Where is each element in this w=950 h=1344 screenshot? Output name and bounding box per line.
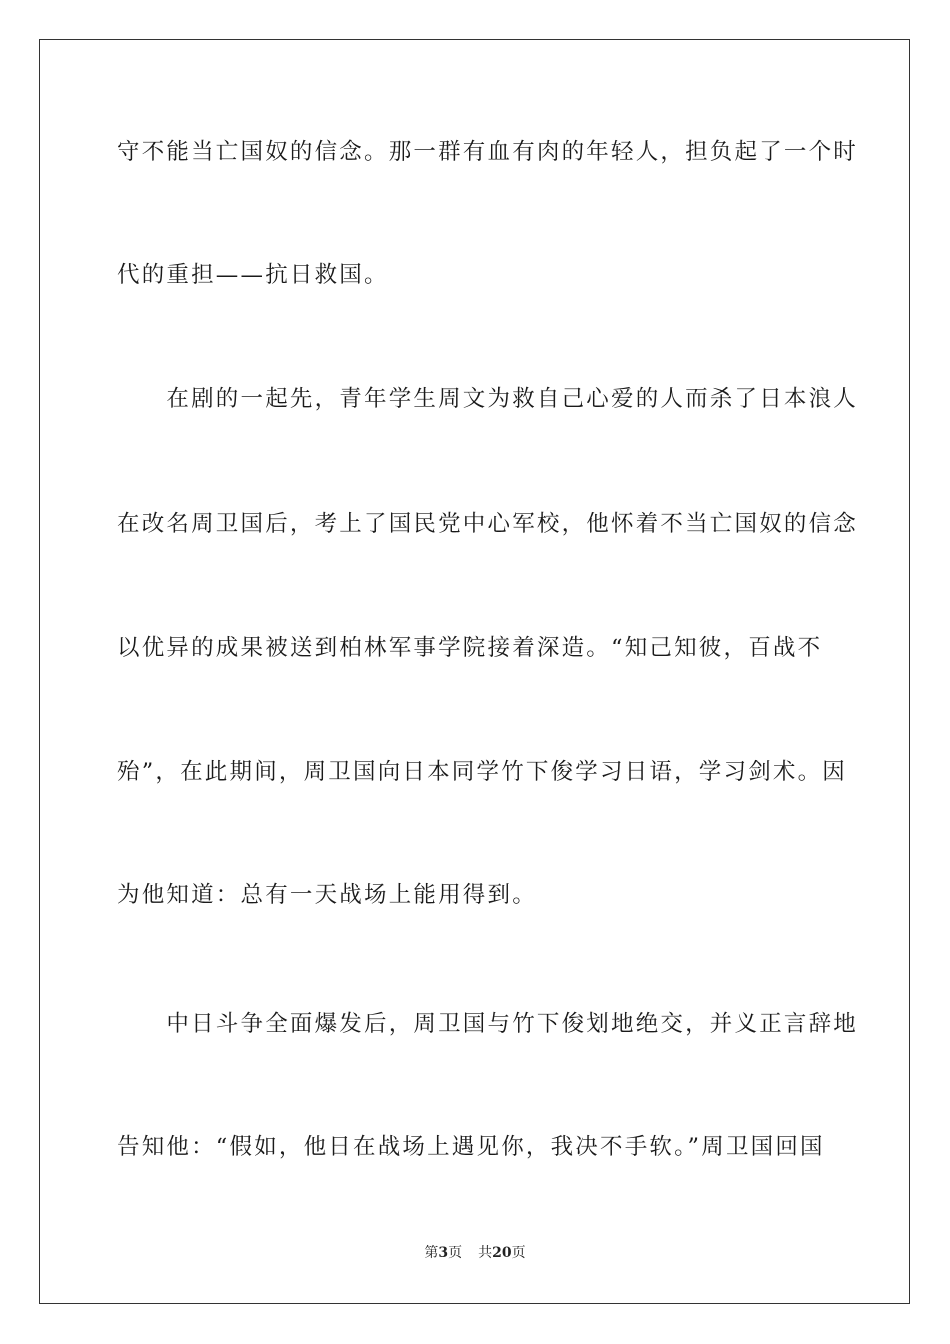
text-line-7: 为他知道：总有一天战场上能用得到。 bbox=[117, 882, 537, 908]
page-total-number: 20 bbox=[492, 1245, 512, 1261]
text-line-3: 在剧的一起先，青年学生周文为救自己心爱的人而杀了日本浪人 bbox=[117, 386, 859, 412]
total-prefix: 共 bbox=[478, 1245, 493, 1261]
page-footer bbox=[0, 1243, 950, 1263]
total-suffix: 页 bbox=[511, 1245, 526, 1261]
page-prefix: 第 bbox=[424, 1245, 439, 1261]
page-current-number: 3 bbox=[438, 1245, 449, 1261]
page-suffix: 页 bbox=[448, 1245, 463, 1261]
page-border bbox=[39, 39, 910, 1304]
text-line-8: 中日斗争全面爆发后，周卫国与竹下俊划地绝交，并义正言辞地 bbox=[117, 1011, 859, 1037]
text-line-6: 殆”，在此期间，周卫国向日本同学竹下俊学习日语，学习剑术。因 bbox=[117, 759, 848, 785]
text-line-1: 守不能当亡国奴的信念。那一群有血有肉的年轻人，担负起了一个时 bbox=[117, 139, 859, 165]
text-line-9: 告知他：“假如，他日在战场上遇见你，我决不手软。”周卫国回国 bbox=[117, 1134, 825, 1160]
text-line-4: 在改名周卫国后，考上了国民党中心军校，他怀着不当亡国奴的信念 bbox=[117, 511, 859, 537]
text-line-2: 代的重担——抗日救国。 bbox=[117, 262, 389, 288]
text-line-5: 以优异的成果被送到柏林军事学院接着深造。“知己知彼，百战不 bbox=[117, 635, 823, 661]
